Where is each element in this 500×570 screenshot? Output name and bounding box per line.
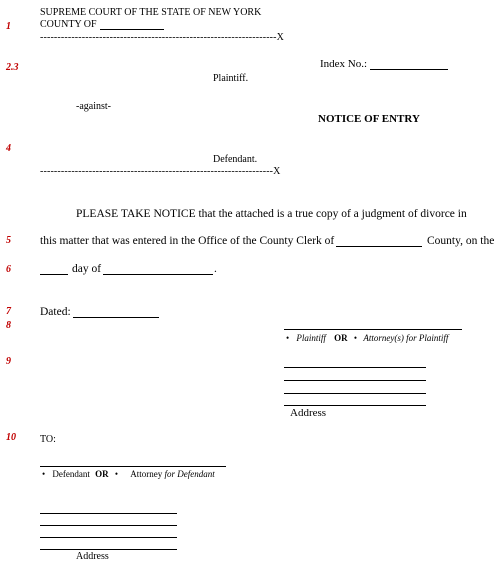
defendant-address-line-3[interactable] bbox=[40, 537, 177, 538]
entry-month-year-blank[interactable] bbox=[103, 274, 213, 275]
county-blank[interactable] bbox=[100, 29, 164, 30]
plaintiff-signature-line[interactable] bbox=[284, 329, 462, 330]
margin-number-6: 6 bbox=[6, 264, 11, 275]
to-label: TO: bbox=[40, 434, 56, 445]
bullet-icon: • bbox=[286, 333, 290, 343]
notice-title: NOTICE OF ENTRY bbox=[318, 113, 420, 125]
margin-number-1: 1 bbox=[6, 21, 11, 32]
bullet-icon: • bbox=[114, 469, 119, 479]
notice-body-line-2-end: County, on the bbox=[427, 235, 495, 247]
defendant-address-label: Address bbox=[76, 551, 109, 562]
bullet-icon: • bbox=[42, 469, 46, 479]
defendant-role: Defendant bbox=[52, 469, 90, 479]
plaintiff-label: Plaintiff. bbox=[213, 73, 249, 84]
defendant-signature-line[interactable] bbox=[40, 466, 226, 467]
index-number-label: Index No.: bbox=[320, 58, 368, 70]
caption-divider-bottom: -------------------------------------------------------------------X bbox=[40, 166, 281, 177]
defendant-address-line-4[interactable] bbox=[40, 549, 177, 550]
plaintiff-signature-caption bbox=[286, 333, 448, 343]
dated-blank[interactable] bbox=[73, 317, 159, 318]
defendant-address-line-2[interactable] bbox=[40, 525, 177, 526]
index-number-blank[interactable] bbox=[370, 69, 448, 70]
attorney-for-defendant-suffix: for Defendant bbox=[164, 469, 215, 479]
margin-number-4: 4 bbox=[6, 143, 11, 154]
plaintiff-address-label: Address bbox=[290, 407, 327, 419]
plaintiff-address-line-3[interactable] bbox=[284, 393, 426, 394]
against-text: -against- bbox=[76, 101, 111, 112]
notice-body-line-1: PLEASE TAKE NOTICE that the attached is a true copy of a judgment of divorce in bbox=[76, 208, 467, 220]
plaintiff-address-line-4[interactable] bbox=[284, 405, 426, 406]
margin-number-9: 9 bbox=[6, 356, 11, 367]
defendant-label: Defendant. bbox=[213, 154, 258, 165]
entry-day-blank[interactable] bbox=[40, 274, 68, 275]
dated-label: Dated: bbox=[40, 306, 71, 318]
or-text: OR bbox=[334, 333, 348, 343]
period-text: . bbox=[214, 263, 217, 275]
caption-divider-top: --------------------------------------------------------------------X bbox=[40, 32, 285, 43]
defendant-address-line-1[interactable] bbox=[40, 513, 177, 514]
margin-number-5: 5 bbox=[6, 235, 11, 246]
margin-number-7: 7 bbox=[6, 306, 11, 317]
attorney-for-defendant-prefix: Attorney bbox=[130, 469, 163, 479]
county-label: COUNTY OF bbox=[40, 19, 97, 30]
defendant-signature-caption bbox=[42, 469, 215, 479]
court-name: SUPREME COURT OF THE STATE OF NEW YORK bbox=[40, 7, 262, 18]
attorney-for-plaintiff-role: Attorney(s) for Plaintiff bbox=[363, 333, 449, 343]
clerk-county-blank[interactable] bbox=[336, 246, 422, 247]
margin-number-10: 10 bbox=[6, 432, 16, 443]
margin-number-2-3: 2.3 bbox=[6, 62, 19, 73]
notice-body-line-2-start: this matter that was entered in the Office of the County Clerk of bbox=[40, 235, 335, 247]
bullet-icon: • bbox=[353, 333, 358, 343]
plaintiff-address-line-2[interactable] bbox=[284, 380, 426, 381]
plaintiff-role: Plaintiff bbox=[296, 333, 326, 343]
or-text: OR bbox=[95, 469, 109, 479]
plaintiff-address-line-1[interactable] bbox=[284, 367, 426, 368]
margin-number-8: 8 bbox=[6, 320, 11, 331]
day-of-text: day of bbox=[72, 263, 102, 275]
